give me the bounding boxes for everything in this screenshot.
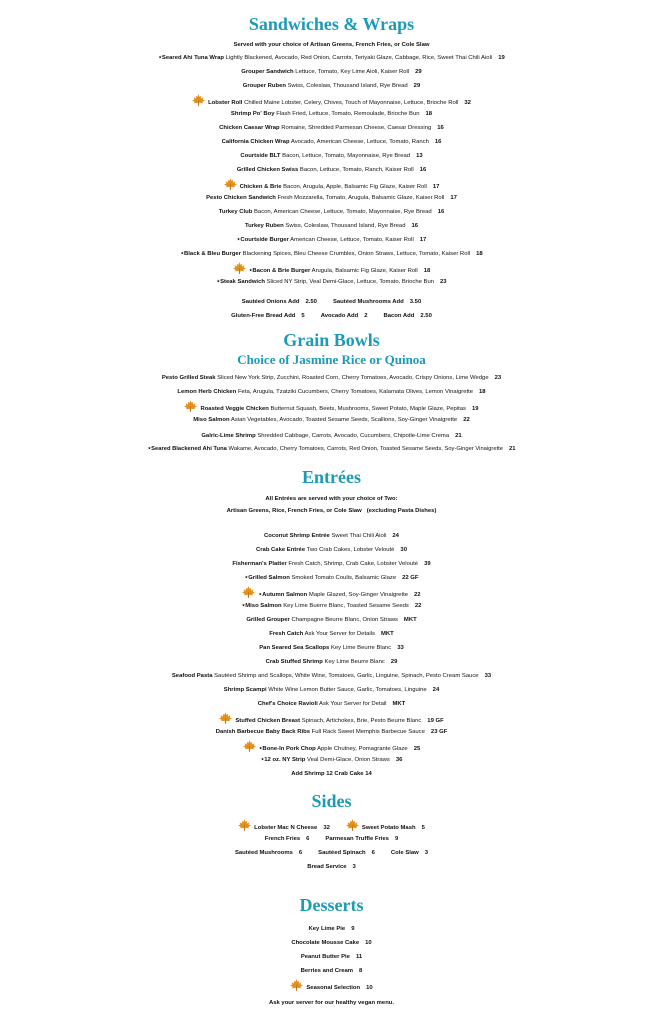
side-price: 3 [352, 864, 356, 870]
item-price: 21 [455, 433, 462, 439]
item-price: 13 [416, 153, 423, 159]
section-title-desserts: Desserts [299, 895, 364, 915]
item-desc: Butternut Squash, Beets, Mushrooms, Sweet Potato, Maple Glaze, Pepitas [270, 406, 466, 412]
side-price: 6 [306, 836, 310, 842]
item-desc: Sautéed Shrimp and Scallops, White Wine, Tomatoes, Garlic, Linguine, Spinach, Pesto Cream Sauce [214, 673, 479, 679]
dessert-item [0, 923, 663, 935]
menu-item [0, 754, 663, 766]
item-name: Turkey Club [218, 209, 253, 215]
grain-subtitle: Choice of Jasmine Rice or Quinoa [237, 352, 426, 367]
side-name: Bread Service [307, 864, 347, 870]
item-desc: Spinach, Artichokes, Brie, Pesto Beurre Blanc [301, 718, 422, 724]
addon-price: 5 [301, 313, 305, 319]
maple-leaf-icon [243, 740, 256, 752]
item-desc: Sweet Thai Chili Aioli [331, 533, 387, 539]
side-price: 6 [371, 850, 375, 856]
sides-row [0, 819, 663, 834]
item-name: Shrimp Po' Boy [230, 111, 275, 117]
addon-name: Gluten-Free Bread Add [231, 313, 296, 319]
item-price: 22 GF [402, 575, 419, 581]
menu-item [0, 178, 663, 193]
item-desc: Maple Glazed, Soy-Ginger Vinaigrette [308, 592, 409, 598]
side-price: 6 [298, 850, 303, 856]
item-desc: Two Crab Cakes, Lobster Veloutė [306, 547, 395, 553]
dessert-item [0, 937, 663, 949]
item-price: 33 [484, 673, 492, 679]
item-name: Grouper Sandwich [241, 69, 294, 75]
item-name: Chef's Choice Ravioli [257, 701, 318, 707]
item-price: 17 [419, 237, 427, 243]
side-price: 32 [323, 825, 330, 831]
item-name: ⋆Seared Ahi Tuna Wrap [158, 55, 225, 61]
item-price: 23 [440, 279, 447, 285]
item-name: ⋆Steak Sandwich [216, 279, 265, 285]
item-name: Grilled Chicken Swiss [236, 167, 299, 173]
dessert-item [0, 965, 663, 977]
menu-item [0, 234, 663, 246]
addon-name: Avocado Add [320, 313, 359, 319]
item-desc: Key Lime Beurre Blanc [330, 645, 392, 651]
item-price: 19 [471, 406, 479, 412]
menu-item [0, 122, 663, 134]
item-price: 36 [395, 757, 403, 763]
menu-item [0, 52, 663, 64]
item-desc: White Wine Lemon Butter Sauce, Garlic, Tomatoes, Linguine [268, 687, 427, 693]
item-name: Danish Barbecue Baby Back Ribs [215, 729, 310, 735]
menu-item [0, 248, 663, 260]
item-name: Fresh Catch [269, 631, 304, 637]
menu-item [0, 414, 663, 426]
maple-leaf-icon [238, 819, 251, 831]
item-name: ⋆Black & Bleu Burger [180, 251, 241, 257]
addon-price: 2 [364, 313, 368, 319]
item-name: Grilled Grouper [246, 617, 290, 623]
menu-item [0, 726, 663, 738]
item-desc: Bacon, American Cheese, Lettuce, Tomato, Mayonnaise, Rye Bread [253, 209, 432, 215]
item-price: MKT [403, 617, 417, 623]
dessert-name: Berries and Cream [300, 968, 354, 974]
item-name: Grouper Ruben [242, 83, 286, 89]
dessert-name: Chocolate Mousse Cake [291, 940, 360, 946]
item-price: MKT [392, 701, 406, 707]
item-price: 18 [425, 111, 433, 117]
item-price: 32 [464, 100, 471, 106]
addon-price: 3.50 [409, 299, 422, 305]
menu-item [0, 386, 663, 398]
dessert-name: Seasonal Selection [306, 985, 361, 991]
item-price: 23 [494, 375, 502, 381]
item-desc: Full Rack Sweet Memphis Barbecue Sauce [311, 729, 425, 735]
menu-item [0, 558, 663, 570]
item-price: 19 [498, 55, 505, 61]
item-name: Pesto Chicken Sandwich [206, 195, 276, 201]
item-desc: Lightly Blackened, Avocado, Red Onion, Carrots, Teriyaki Glaze, Cabbage, Rice, Sweet Thai Chili Aioli [225, 55, 493, 61]
item-price: 33 [397, 645, 404, 651]
menu-item [0, 740, 663, 755]
item-name: ⋆Bone-In Pork Chop [258, 746, 316, 752]
side-name: French Fries [264, 836, 301, 842]
item-price: 29 [413, 83, 421, 89]
item-desc: Ask Your Server for Detail [319, 701, 387, 707]
side-name: Cole Slaw [390, 850, 419, 856]
dessert-price: 10 [366, 985, 373, 991]
menu-item [0, 544, 663, 556]
menu-item [0, 628, 663, 640]
dessert-name: Key Lime Pie [308, 926, 346, 932]
item-desc: Flash Fried, Lettuce, Tomato, Remoulade, Brioche Bun [276, 111, 420, 117]
item-desc: Fresh Catch, Shrimp, Crab Cake, Lobster Veloutė [288, 561, 419, 567]
side-name: Sautéed Spinach [318, 850, 366, 856]
item-price: 16 [411, 223, 419, 229]
item-desc: Veal Demi-Glace, Onion Straws [307, 757, 390, 763]
menu-item [0, 656, 663, 668]
item-name: ⋆Courtside Burger [236, 237, 289, 243]
item-price: 21 [509, 446, 516, 452]
menu-item [0, 262, 663, 277]
item-name: Chicken & Brie [239, 184, 282, 190]
entrees-note: All Entrées are served with your choice of Two: [265, 496, 398, 502]
maple-leaf-icon [184, 400, 197, 412]
item-desc: Smoked Tomato Coulis, Balsamic Glaze [291, 575, 397, 581]
entrees-sides-note: Artisan Greens, Rice, French Fries, or Cole Slaw [226, 508, 362, 514]
item-desc: Bacon, Arugula, Apple, Balsamic Fig Glaze, Kaiser Roll [283, 184, 427, 190]
menu-item [0, 66, 663, 78]
item-desc: Wakame, Avocado, Cherry Tomatoes, Carrots, Red Onion, Toasted Sesame Seeds, Soy-Ginger Vinaigrette [228, 446, 504, 452]
item-price: 16 [434, 139, 442, 145]
item-price: 18 [476, 251, 483, 257]
item-price: 25 [413, 746, 421, 752]
menu-item [0, 150, 663, 162]
item-desc: Apple Chutney, Pomagrante Glaze [317, 746, 408, 752]
item-name: California Chicken Wrap [221, 139, 290, 145]
item-name: Miso Salmon [193, 417, 230, 423]
item-name: Seafood Pasta [171, 673, 213, 679]
sandwiches-served-note: Served with your choice of Artisan Greens, French Fries, or Cole Slaw [233, 42, 430, 48]
sides-row [0, 833, 663, 845]
item-name: Turkey Ruben [244, 223, 284, 229]
menu-item [0, 220, 663, 232]
item-price: 22 [414, 592, 421, 598]
side-name: Parmesan Truffle Fries [325, 836, 389, 842]
item-price: 30 [400, 547, 407, 553]
item-name: Lemon Herb Chicken [177, 389, 237, 395]
item-price: 19 GF [427, 718, 444, 724]
item-price: 22 [463, 417, 470, 423]
dessert-price: 11 [355, 954, 363, 960]
menu-item [0, 108, 663, 120]
item-name: Crab Stuffed Shrimp [265, 659, 323, 665]
menu-item [0, 712, 663, 727]
item-name: Shrimp Scampi [223, 687, 267, 693]
menu-item [0, 572, 663, 584]
addon-name: Sautéed Mushrooms Add [332, 299, 404, 305]
item-desc: Avocado, American Cheese, Lettuce, Tomato, Ranch [290, 139, 429, 145]
sides-row [0, 861, 663, 873]
menu-item [0, 614, 663, 626]
item-name: Crab Cake Entrée [256, 547, 306, 553]
item-desc: Fresh Mozzarella, Tomato, Arugula, Balsamic Glaze, Kaiser Roll [277, 195, 445, 201]
item-desc: Bacon, Lettuce, Tomato, Ranch, Kaiser Roll [299, 167, 414, 173]
item-price: 16 [419, 167, 427, 173]
section-title-entrees: Entrées [302, 467, 361, 487]
menu-item [0, 642, 663, 654]
menu-item [0, 684, 663, 696]
dessert-price: 8 [359, 968, 363, 974]
item-desc: Key Lime Beurre Blanc [324, 659, 385, 665]
menu-item [0, 670, 663, 682]
item-name: Pan Seared Sea Scallops [259, 645, 330, 651]
menu-item [0, 136, 663, 148]
menu-item [0, 164, 663, 176]
maple-leaf-icon [242, 586, 255, 598]
vegan-menu-footer: Ask your server for our healthy vegan menu. [268, 1000, 395, 1006]
maple-leaf-icon [233, 262, 246, 274]
item-desc: Swiss, Coleslaw, Thousand Island, Rye Bread [285, 223, 406, 229]
item-name: Lobster Roll [208, 100, 243, 106]
item-name: ⋆Miso Salmon [241, 603, 282, 609]
addon-name: Bacon Add [383, 313, 415, 319]
item-name: Fisherman's Platter [232, 561, 287, 567]
addon-price: 2.50 [305, 299, 317, 305]
menu-item [0, 192, 663, 204]
item-price: 18 [479, 389, 486, 395]
menu-item [0, 586, 663, 601]
item-desc: Blackening Spices, Bleu Cheese Crumbles, Onion Straws, Lettuce, Tomato, Kaiser Roll [242, 251, 471, 257]
item-name: ⋆Autumn Salmon [258, 592, 308, 598]
item-desc: American Cheese, Lettuce, Tomato, Kaiser Roll [290, 237, 414, 243]
menu-item [0, 600, 663, 612]
maple-leaf-icon [346, 819, 359, 831]
menu-item [0, 372, 663, 384]
side-name: Lobster Mac N Cheese [254, 825, 318, 831]
item-name: ⋆Seared Blackened Ahi Tuna [147, 446, 227, 452]
entrees-exclusion-note: (excluding Pasta Dishes) [366, 508, 437, 514]
item-price: 17 [450, 195, 457, 201]
item-desc: Asian Vegetables, Avocado, Toasted Sesame Seeds, Scallions, Soy-Ginger Vinaigrette [230, 417, 458, 423]
item-price: 17 [432, 184, 440, 190]
menu-item [0, 94, 663, 109]
item-desc: Champagne Beurre Blanc, Onion Straws [291, 617, 398, 623]
item-desc: Sliced NY Strip, Veal Demi-Glace, Lettuce, Tomato, Brioche Bun [266, 279, 435, 285]
maple-leaf-icon [224, 178, 237, 190]
menu-item [0, 443, 663, 455]
item-price: MKT [380, 631, 394, 637]
side-name: Sweet Potato Mash [361, 825, 416, 831]
item-desc: Bacon, Lettuce, Tomato, Mayonnaise, Rye Bread [282, 153, 411, 159]
item-name: Chicken Caesar Wrap [219, 125, 280, 131]
item-name: Courtside BLT [240, 153, 281, 159]
maple-leaf-icon [290, 979, 303, 991]
menu-item [0, 206, 663, 218]
dessert-name: Peanut Butter Pie [300, 954, 350, 960]
maple-leaf-icon [219, 712, 232, 724]
item-price: 16 [437, 125, 444, 131]
item-price: 29 [390, 659, 398, 665]
addon-row [0, 296, 663, 308]
item-name: ⋆Grilled Salmon [244, 575, 290, 581]
addon-row [0, 310, 663, 322]
item-price: 18 [423, 268, 431, 274]
item-desc: Arugula, Balsamic Fig Glaze, Kaiser Roll [311, 268, 418, 274]
addon-name: Sautéed Onions Add [241, 299, 300, 305]
item-name: ⋆12 oz. NY Strip [260, 757, 306, 763]
item-name: Roasted Veggie Chicken [200, 406, 269, 412]
item-desc: Shredded Cabbage, Carrots, Avocado, Cucumbers, Chipotle-Lime Crema [257, 433, 450, 439]
menu-item [0, 530, 663, 542]
add-shrimp-crab-note: Add Shrimp 12 Crab Cake 14 [291, 771, 372, 777]
item-name: Pesto Grilled Steak [161, 375, 216, 381]
item-price: 22 [414, 603, 422, 609]
menu-item [0, 276, 663, 288]
item-desc: Sliced New York Strip, Zucchini, Roasted Corn, Cherry Tomatoes, Avocado, Crispy Onions, Lime Wedge [217, 375, 489, 381]
side-name: Sautéed Mushrooms [234, 850, 293, 856]
item-desc: Romaine, Shredded Parmesan Cheese, Caesar Dressing [281, 125, 432, 131]
side-price: 5 [421, 825, 425, 831]
item-name: ⋆Bacon & Brie Burger [248, 268, 311, 274]
dessert-item [0, 951, 663, 963]
item-desc: Ask Your Server for Details [304, 631, 375, 637]
section-title-grain-bowls: Grain Bowls [283, 330, 380, 350]
sides-row [0, 847, 663, 859]
menu-item [0, 80, 663, 92]
item-name: Galric-Lime Shrimp [201, 433, 256, 439]
item-desc: Lettuce, Tomato, Key Lime Aioli, Kaiser Roll [295, 69, 410, 75]
item-name: Stuffed Chicken Breast [235, 718, 301, 724]
item-desc: Key Lime Buerre Blanc, Toasted Sesame Seeds [283, 603, 409, 609]
section-title-sides: Sides [311, 791, 352, 811]
menu-item [0, 698, 663, 710]
item-desc: Swiss, Coleslaw, Thousand Island, Rye Bread [287, 83, 408, 89]
item-name: Coconut Shrimp Entrée [264, 533, 330, 539]
dessert-price: 10 [365, 940, 372, 946]
item-price: 23 GF [430, 729, 448, 735]
maple-leaf-icon [192, 94, 205, 106]
addon-price: 2.50 [420, 313, 432, 319]
item-price: 16 [437, 209, 445, 215]
section-title-sandwiches: Sandwiches & Wraps [248, 14, 415, 34]
menu-item [0, 400, 663, 415]
item-price: 29 [415, 69, 422, 75]
dessert-item [0, 979, 663, 994]
menu-item [0, 430, 663, 442]
dessert-price: 9 [351, 926, 355, 932]
item-price: 39 [424, 561, 431, 567]
item-price: 24 [432, 687, 440, 693]
item-desc: Chilled Maine Lobster, Celery, Chives, Touch of Mayonnaise, Lettuce, Brioche Roll [244, 100, 459, 106]
side-price: 3 [424, 850, 429, 856]
side-price: 9 [394, 836, 399, 842]
entrees-note [0, 506, 663, 516]
item-desc: Feta, Arugula, Tzatziki Cucumbers, Cherry Tomatoes, Kalamata Olives, Lemon Vinaigrette [237, 389, 474, 395]
item-price: 24 [392, 533, 399, 539]
